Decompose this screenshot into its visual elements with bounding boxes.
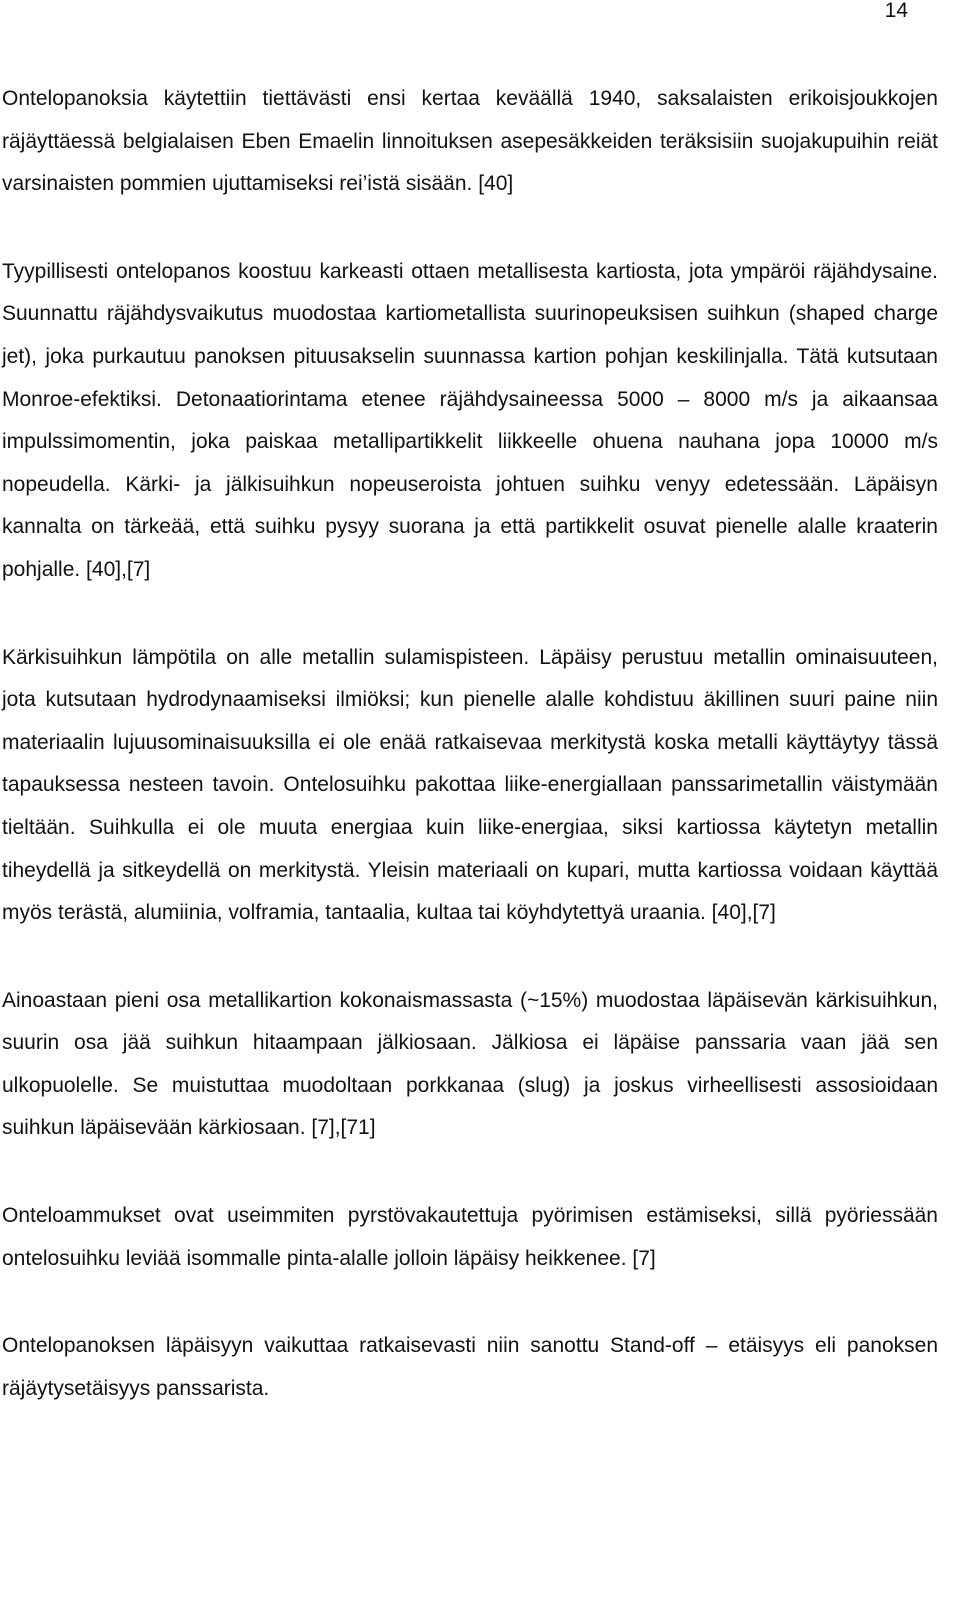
paragraph-penetration-physics: Kärkisuihkun lämpötila on alle metallin sulamispisteen. Läpäisy perustuu metallin ominaisuuteen, jota kutsutaan hydrodynaamiseksi ilmiöksi; kun pienelle alalle kohdistuu äkillinen suuri paine niin materiaalin lujuusominaisuuksilla ei ole enää ratkaisevaa merkitystä koska metalli käyttäytyy tässä tapauksessa nesteen tavoin. Ontelosuihku pakottaa liike-energiallaan panssarimetallin väistymään tieltään. Suihkulla ei ole muuta energiaa kuin liike-energiaa, siksi kartiossa käytetyn metallin tiheydellä ja sitkeydellä on merkitystä. Yleisin materiaali on kupari, mutta kartiossa voidaan käyttää myös terästä, alumiinia, volframia, tantaalia, kultaa tai köyhdytettyä uraania. [40],[7] <box>2 645 938 925</box>
paragraph-fin-stabilized: Onteloammukset ovat useimmiten pyrstövakautettuja pyörimisen estämiseksi, sillä pyöriessään ontelosuihku leviää isommalle pinta-alalle jolloin läpäisy heikkenee. [7] <box>2 1204 938 1270</box>
paragraph-slug: Ainoastaan pieni osa metallikartion kokonaismassasta (~15%) muodostaa läpäisevän kärkisuihkun, suurin osa jää suihkun hitaampaan jälkiosaan. Jälkiosa ei läpäise panssaria vaan jää sen ulkopuolelle. Se muistuttaa muodoltaan porkkanaa (slug) ja joskus virheellisesti assosioidaan suihkun läpäisevään kärkiosaan. [7],[71] <box>2 988 938 1140</box>
paragraph-structure: Tyypillisesti ontelopanos koostuu karkeasti ottaen metallisesta kartiosta, jota ympäröi räjähdysaine. Suunnattu räjähdysvaikutus muodostaa kartiometallista suurinopeuksisen suihkun (shaped charge jet), joka purkautuu panoksen pituusakselin suunnassa kartion pohjan keskilinjalla. Tätä kutsutaan Monroe-efektiksi. Detonaatiorintama etenee räjähdysaineessa 5000 – 8000 m/s ja aikaansaa impulssimomentin, joka paiskaa metallipartikkelit liikkeelle ohuena nauhana jopa 10000 m/s nopeudella. Kärki- ja jälkisuihkun nopeuseroista johtuen suihku venyy edetessään. Läpäisyn kannalta on tärkeää, että suihku pysyy suorana ja että partikkelit osuvat pienelle alalle kraaterin pohjalle. [40],[7] <box>2 259 938 581</box>
paragraph-intro-history: Ontelopanoksia käytettiin tiettävästi ensi kertaa keväällä 1940, saksalaisten erikoisjoukkojen räjäyttäessä belgialaisen Eben Emaelin linnoituksen asepesäkkeiden teräksisiin suojakupuihin reiät varsinaisten pommien ujuttamiseksi rei’istä sisään. [40] <box>2 87 938 196</box>
body-text <box>2 78 938 1455</box>
page-number: 14 <box>884 0 908 22</box>
paragraph-stand-off: Ontelopanoksen läpäisyyn vaikuttaa ratkaisevasti niin sanottu Stand-off – etäisyys eli panoksen räjäytysetäisyys panssarista. <box>2 1334 938 1400</box>
